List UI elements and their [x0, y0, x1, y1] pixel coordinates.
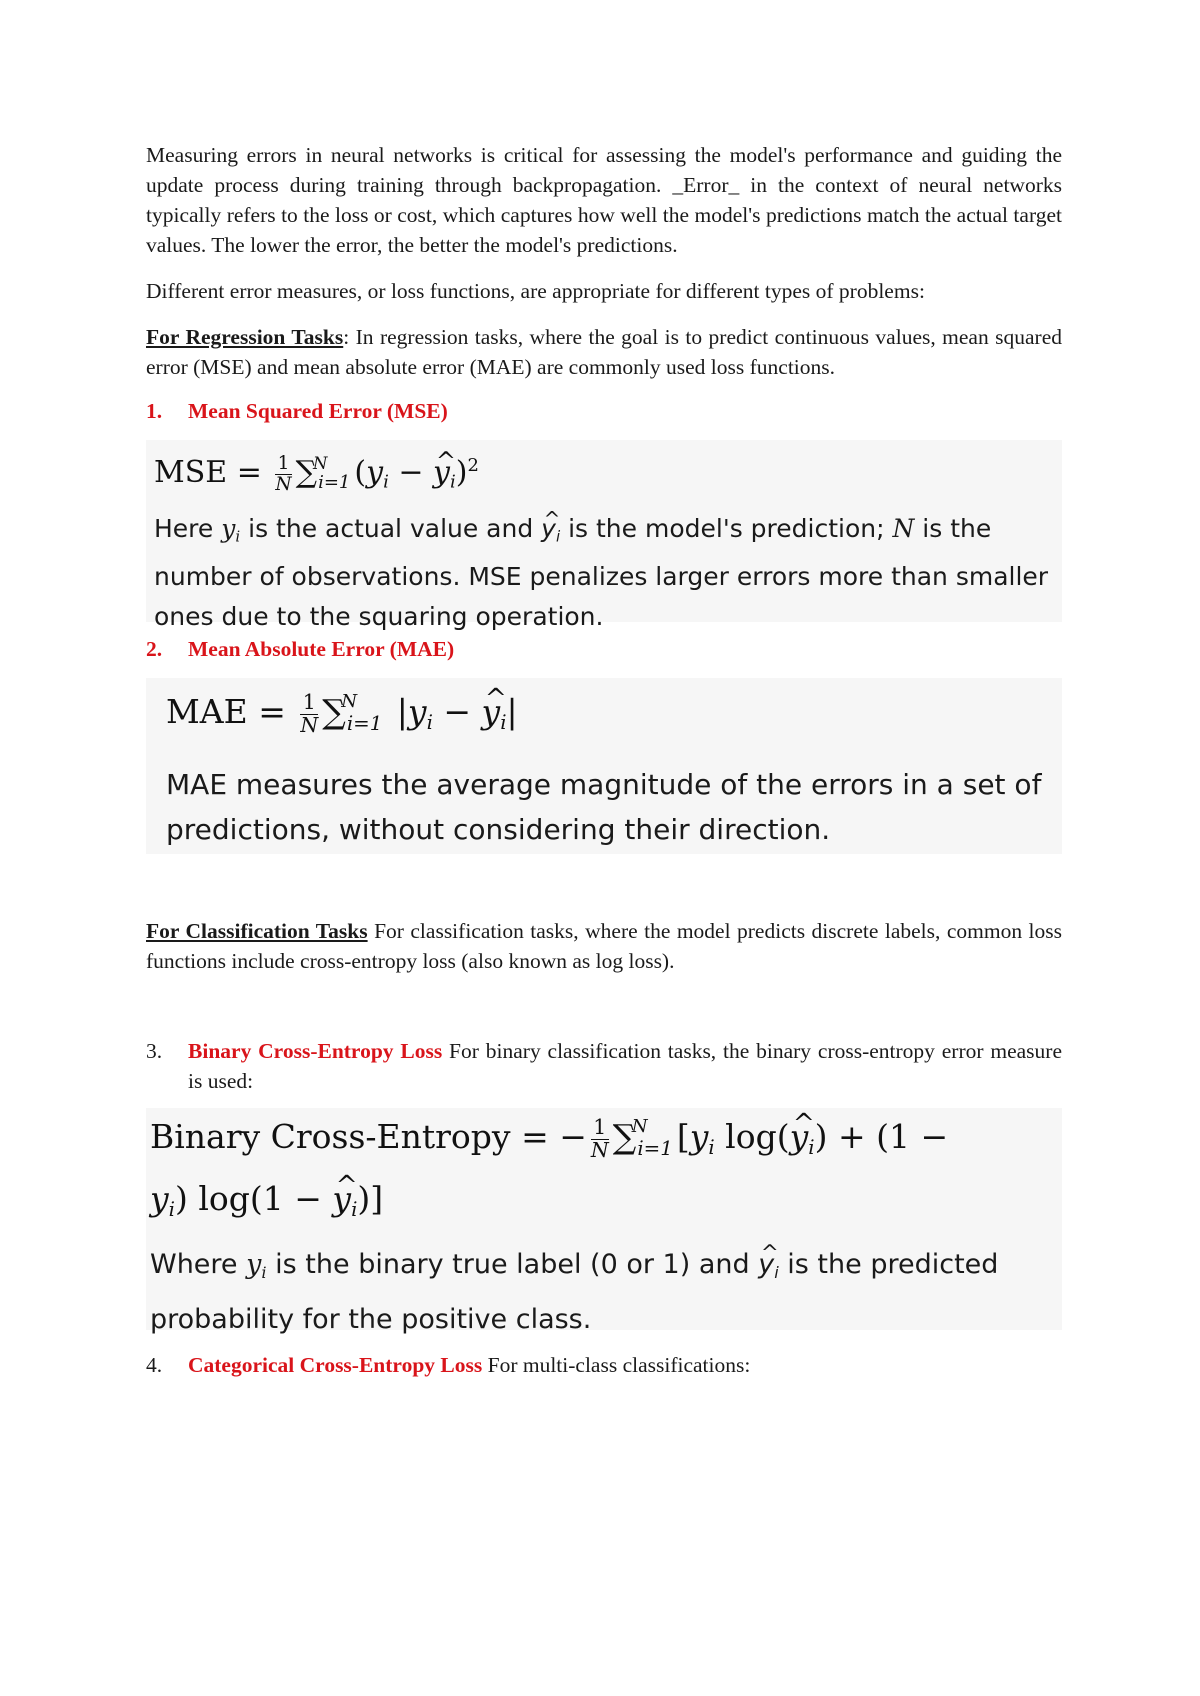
sum-symbol: ∑ N $_{i=1}$	[295, 453, 351, 494]
sum-symbol: ∑ N $_{i=1}$	[322, 691, 383, 735]
mae-formula-lhs: MAE	[166, 692, 248, 731]
bce-item	[146, 1036, 1062, 1096]
regression-text: : In regression tasks, where the goal is to predict continuous values, mean squared error (MSE) and mean absolute error (MAE) are commonly used loss functions.	[146, 325, 1062, 379]
cce-text: For multi-class classifications:	[482, 1353, 751, 1377]
bce-box	[146, 1108, 1062, 1335]
cce-item	[146, 1350, 1062, 1380]
regression-heading: For Regression Tasks	[146, 325, 344, 349]
fraction: $\frac{1}{N}$	[275, 452, 292, 495]
mse-explanation: Here $y_i$ is the actual value and ^ $y_i$ is the model's prediction; N is the number of observations. MSE penalizes larger errors more than smaller ones due to the squaring operation.	[154, 509, 1054, 637]
bce-explanation: Where $y_i$ is the binary true label (0 or 1) and ^ $y_i$ is the predicted probability for the positive class.	[150, 1241, 1058, 1343]
fraction: $\frac{1}{N}$	[300, 690, 319, 737]
mae-item	[146, 634, 1062, 664]
mse-title: Mean Squared Error (MSE)	[188, 399, 448, 423]
fraction: $\frac{1}{N}$	[590, 1115, 609, 1162]
mse-formula-lhs: MSE	[154, 455, 228, 490]
bce-title: Binary Cross-Entropy Loss	[188, 1039, 443, 1063]
mse-formula: MSE = $\frac{1}{N}$ ∑ N $_{i=1}$ ($y_i$ − ^ $y_i)^2$	[154, 444, 1054, 505]
sum-symbol: ∑ N $_{i=1}$	[612, 1116, 673, 1160]
mae-number: 2.	[146, 637, 163, 661]
mae-explanation: MAE measures the average magnitude of the errors in a set of predictions, without considering their direction.	[166, 767, 1042, 846]
intro-paragraph: Measuring errors in neural networks is critical for assessing the model's performance and guiding the update process during training through backpropagation. _Error_ in the context of neural networks typically refers to the loss or cost, which captures how well the model's predictions match the actual target values. The lower the error, the better the model's predictions.	[146, 143, 1062, 257]
classification-text: For classification tasks, where the model predicts discrete labels, common loss functions include cross-entropy loss (also known as log loss).	[146, 919, 1062, 973]
mae-box	[146, 678, 1062, 854]
document-page	[146, 140, 1062, 1380]
mae-formula: MAE = $\frac{1}{N}$ ∑ N $_{i=1}$ $|y_i$ − ^ $y_i|$	[166, 684, 1042, 752]
bce-formula-lhs: Binary Cross-Entropy	[150, 1117, 511, 1156]
mae-title: Mean Absolute Error (MAE)	[188, 637, 455, 661]
bce-number: 3.	[146, 1039, 163, 1063]
classification-paragraph	[146, 916, 1062, 976]
mse-number: 1.	[146, 399, 163, 423]
cce-number: 4.	[146, 1353, 163, 1377]
mse-item	[146, 396, 1062, 426]
regression-paragraph	[146, 322, 1062, 382]
cce-title: Categorical Cross-Entropy Loss	[188, 1353, 483, 1377]
loss-intro-paragraph: Different error measures, or loss functions, are appropriate for different types of problems:	[146, 279, 925, 303]
bce-text: For binary classification tasks, the binary cross-entropy error measure is used:	[188, 1039, 1062, 1093]
classification-heading: For Classification Tasks	[146, 919, 368, 943]
bce-formula: Binary Cross-Entropy = − $\frac{1}{N}$ ∑ N $_{i=1}$ [$y_i$ log(^ $y_i) + (1$ − $y_i$) log(1 − ^ $y_i$)]	[150, 1112, 1058, 1235]
mse-box	[146, 440, 1062, 631]
